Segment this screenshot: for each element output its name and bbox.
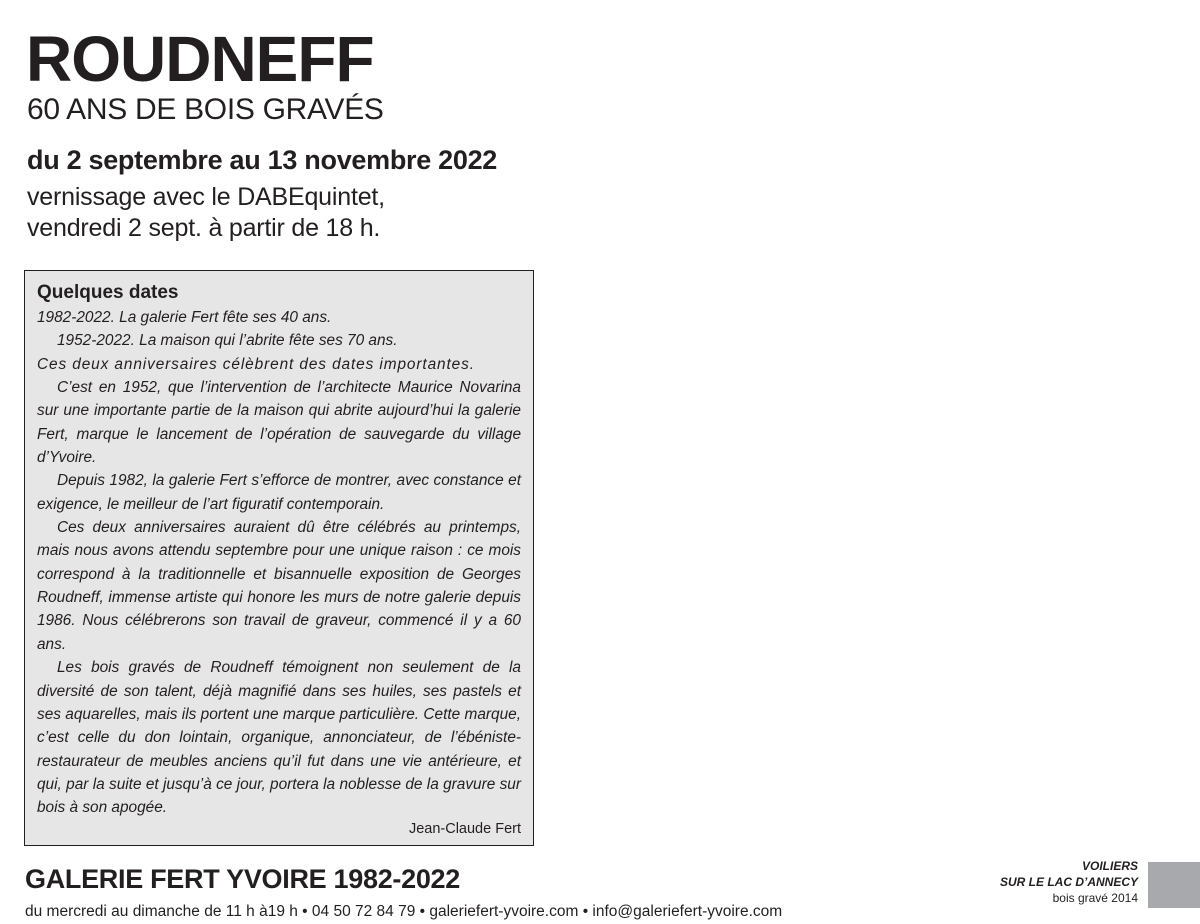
box-paragraph: Depuis 1982, la galerie Fert s’efforce de montrer, avec constance et exigence, le meilleur de l’art figuratif contemporain. <box>37 472 521 513</box>
exhibition-dates: du 2 septembre au 13 novembre 2022 <box>27 145 498 175</box>
artwork-caption <box>1000 858 1138 906</box>
vernissage-line-2: vendredi 2 sept. à partir de 18 h. <box>27 214 381 242</box>
box-paragraph: Ces deux anniversaires auraient dû être célébrés au printemps, mais nous avons attendu septembre pour une unique raison : ce mois correspond à la traditionnelle et bisannuelle exposition de Georges Roudneff, immense artiste qui honore les murs de notre galerie depuis 1986. Nous célébrerons son travail de graveur, commencé il y a 60 ans. <box>37 519 521 653</box>
artwork-thumbnail <box>1148 862 1200 908</box>
signature: Jean-Claude Fert <box>408 821 521 837</box>
vernissage-info <box>27 182 385 244</box>
vernissage-line-1: vernissage avec le DABEquintet, <box>27 183 385 211</box>
caption-title-line-1: VOILIERS <box>1081 859 1138 873</box>
caption-title-line-2: SUR LE LAC D’ANNECY <box>999 875 1138 889</box>
gallery-name: GALERIE FERT YVOIRE 1982-2022 <box>25 864 460 894</box>
page-title: ROUDNEFF <box>26 23 374 95</box>
box-paragraph: Ces deux anniversaires célèbrent des dates importantes. <box>37 355 475 373</box>
contact-info: du mercredi au dimanche de 11 h à19 h • 04 50 72 84 79 • galeriefert-yvoire.com • info@galeriefert-yvoire.com <box>25 903 783 920</box>
box-paragraph: Les bois gravés de Roudneff témoignent non seulement de la diversité de son talent, déjà magnifié dans ses huiles, ses pastels et ses aquarelles, mais ils portent une marque particulière. Cette marque, c’est celle du don lointain, organique, annonciateur, de l’ébéniste-restaurateur de meubles anciens qu’il fut dans une vie antérieure, et qui, par la suite et jusqu’à ce jour, portera la noblesse de la gravure sur bois à son apogée. <box>37 659 521 817</box>
caption-medium: bois gravé 2014 <box>1052 891 1138 905</box>
box-paragraph: 1982-2022. La galerie Fert fête ses 40 ans. <box>37 309 332 326</box>
exhibition-subtitle: 60 ANS DE BOIS GRAVÉS <box>27 93 384 126</box>
box-heading: Quelques dates <box>37 282 179 303</box>
box-paragraph: 1952-2022. La maison qui l’abrite fête ses 70 ans. <box>57 332 398 350</box>
box-paragraph: C’est en 1952, que l’intervention de l’architecte Maurice Novarina sur une importante partie de la maison qui abrite aujourd’hui la galerie Fert, marque le lancement de l’opération de sauvegarde du village d’Yvoire. <box>37 379 521 467</box>
dates-text-box <box>24 270 534 846</box>
